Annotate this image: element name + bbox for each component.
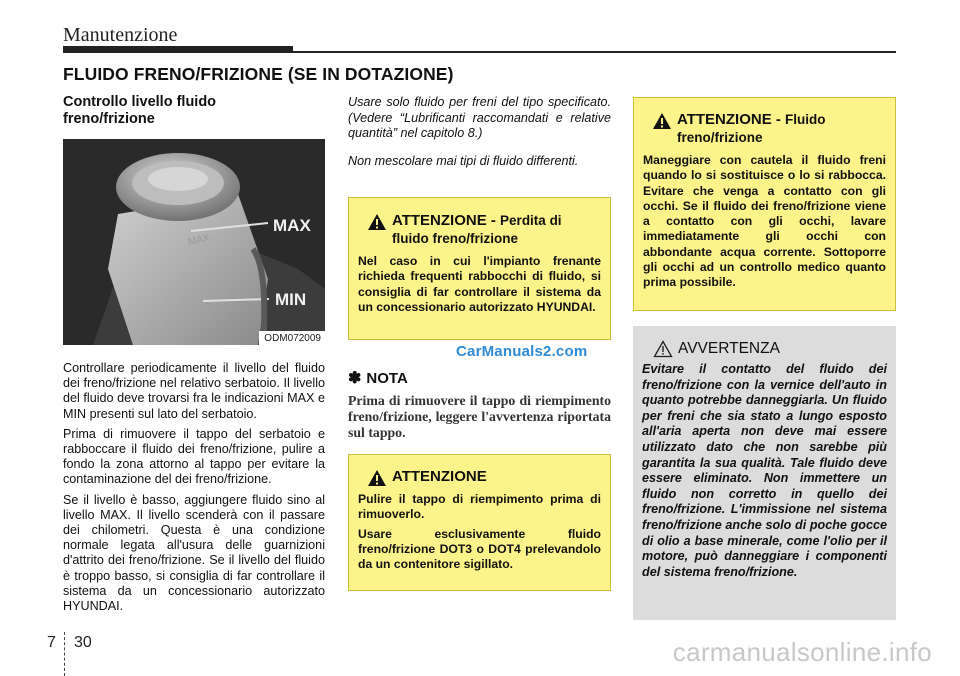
footer-divider <box>64 632 66 676</box>
note-block <box>348 368 611 441</box>
paragraph-1: Controllare periodicamente il livello del fluido dei freno/frizione nel relativo serbatoio. Il livello del fluido deve trovarsi fra le indicazioni MAX e MIN presenti sul lato del serbatoio. <box>63 361 325 421</box>
avvertenza-heading <box>642 340 887 358</box>
column-left <box>63 94 325 619</box>
no-mixing-note: Non mescolare mai tipi di fluido differenti. <box>348 153 579 168</box>
warning-handle-fluid <box>633 97 896 311</box>
section-title: FLUIDO FRENO/FRIZIONE (SE IN DOTAZIONE) <box>63 64 454 84</box>
note-body: Prima di rimuovere il tappo di riempimento freno/frizione, leggere l'avvertenza riportata sul tappo. <box>348 393 611 440</box>
reservoir-illustration <box>63 139 325 345</box>
header-rule-thin <box>63 51 896 53</box>
min-label: MIN <box>275 290 307 309</box>
subsection-title <box>63 94 325 128</box>
note-star-icon: ✽ <box>348 370 362 387</box>
fluid-spec-note: Usare solo fluido per freni del tipo specificato. (Vedere “Lubrificanti raccomandati e relative quantità” nel capitolo 8.) <box>348 95 611 140</box>
caution-triangle-icon <box>653 340 673 358</box>
warning-clean-cap-title: ATTENZIONE <box>392 468 487 485</box>
watermark-text: CarManuals2.com <box>456 343 588 360</box>
column-middle-text <box>348 95 611 181</box>
warning-handle-fluid-title: ATTENZIONE - <box>677 111 786 128</box>
warning-clean-cap-body-1: Pulire il tappo di riempimento prima di rimuoverlo. <box>358 492 601 522</box>
warning-fluid-loss-subtitle: Perdita di fluido freno/frizione <box>392 213 562 246</box>
warning-fluid-loss <box>348 197 611 340</box>
warning-handle-fluid-body: Maneggiare con cautela il fluido freni quando lo si sostituisce o lo si rabbocca. Evitare che venga a contatto con gli occhi. Se il fluido dei freno/frizione viene a contatto con gli occhi, lavare immediatamente gli occhi con abbondante acqua corrente. Sottoporre gli occhi ad un controllo medico quanto prima possibile. <box>643 153 886 290</box>
note-heading <box>348 368 611 388</box>
warning-triangle-icon <box>652 112 672 130</box>
warning-clean-cap-body-2: Usare esclusivamente fluido freno/frizione DOT3 o DOT4 prelevandolo da un contenitore sigillato. <box>358 526 601 572</box>
footer-page-number: 30 <box>74 634 92 651</box>
warning-triangle-icon <box>367 213 387 231</box>
reservoir-photo <box>63 139 325 345</box>
warning-clean-cap-heading <box>358 468 601 486</box>
max-label: MAX <box>273 216 311 235</box>
warning-clean-cap <box>348 454 611 591</box>
subsection-title-line1: Controllo livello fluido <box>63 94 217 110</box>
paragraph-3: Se il livello è basso, aggiungere fluido sino al livello MAX. Il livello scenderà con il passare dei chilometri. Questa è una condizione normale legata all'usura delle guarnizioni d'attrito dei freno/frizione. Se il livello del fluido è troppo basso, si consiglia di far controllare il sistema da un concessionario autorizzato HYUNDAI. <box>63 492 325 614</box>
page-header-title: Manutenzione <box>63 24 178 46</box>
warning-fluid-loss-body: Nel caso in cui l'impianto frenante richieda frequenti rabbocchi di fluido, si consiglia di far controllare il sistema da un concessionario autorizzato HYUNDAI. <box>358 254 601 314</box>
warning-handle-fluid-heading <box>643 111 886 147</box>
subsection-title-line2: freno/frizione <box>63 111 155 127</box>
avvertenza-title: AVVERTENZA <box>678 340 780 357</box>
footer-section-number: 7 <box>47 634 56 651</box>
warning-fluid-loss-title: ATTENZIONE - <box>392 212 501 229</box>
note-title: NOTA <box>366 370 408 387</box>
embossed-max-text: MAX <box>187 232 211 248</box>
footer-site-watermark: carmanualsonline.info <box>672 637 932 667</box>
avvertenza-body: Evitare il contatto del fluido dei freno/frizione con la vernice dell'auto in quanto potrebbe danneggiarla. Un fluido per freni che sia stato a lungo esposto all'aria aperta non deve mai essere utilizzato dato che non sarebbe più garantita la sua qualità. Tale fluido deve essere eliminato. Non immettere un fluido non corretto in quello dei freno/frizione. L'immissione nel sistema freno/frizione anche solo di poche gocce di olio a base minerale, come l'olio per il motore, può danneggiare i componenti del sistema freno/frizione. <box>642 362 887 579</box>
photo-code: ODM072009 <box>259 331 325 345</box>
warning-handle-fluid-subtitle: Fluido freno/frizione <box>677 112 826 145</box>
warning-fluid-loss-heading <box>358 212 601 248</box>
warning-triangle-icon <box>367 469 387 487</box>
paragraph-2: Prima di rimuovere il tappo del serbatoio e rabboccare il fluido dei freno/frizione, pulire a fondo la zona attorno al tappo per evitare la contaminazione del dei freno/frizione. <box>63 426 325 487</box>
avvertenza-box <box>633 326 896 620</box>
